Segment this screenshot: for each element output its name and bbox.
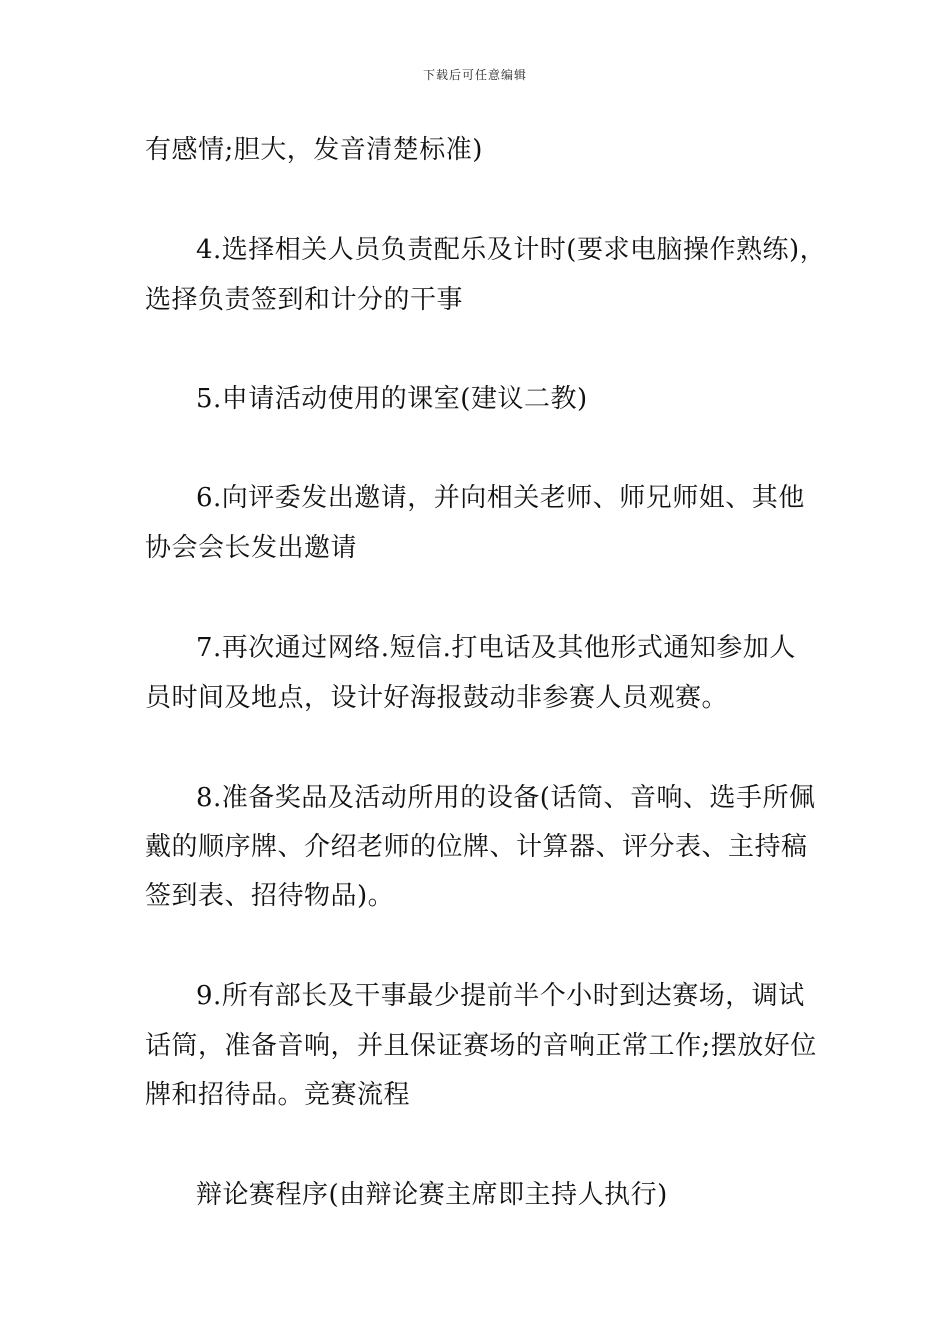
text-line: 签到表、招待物品)。 — [145, 881, 395, 911]
text-line: 协会会长发出邀请 — [145, 533, 358, 563]
text-line: 戴的顺序牌、介绍老师的位牌、计算器、评分表、主持稿 — [145, 832, 808, 862]
text-line: 4.选择相关人员负责配乐及计时(要求电脑操作熟练)， — [196, 235, 827, 265]
text-line: 9.所有部长及干事最少提前半个小时到达赛场，调试 — [196, 981, 805, 1011]
text-line: 有感情;胆大，发音清楚标准) — [145, 135, 483, 165]
text-line: 员时间及地点，设计好海报鼓动非参赛人员观赛。 — [145, 683, 729, 713]
text-line: 辩论赛程序(由辩论赛主席即主持人执行) — [196, 1180, 668, 1210]
text-line: 7.再次通过网络.短信.打电话及其他形式通知参加人 — [196, 633, 796, 663]
text-line: 选择负责签到和计分的干事 — [145, 285, 464, 315]
text-line: 8.准备奖品及活动所用的设备(话筒、音响、选手所佩 — [196, 783, 816, 813]
page-header-note: 下载后可任意编辑 — [422, 68, 527, 82]
text-line: 牌和招待品。竞赛流程 — [145, 1080, 411, 1110]
text-line: 5.申请活动使用的课室(建议二教) — [196, 384, 588, 414]
text-line: 话筒，准备音响，并且保证赛场的音响正常工作;摆放好位 — [145, 1031, 817, 1061]
text-line: 6.向评委发出邀请，并向相关老师、师兄师姐、其他 — [196, 483, 805, 513]
